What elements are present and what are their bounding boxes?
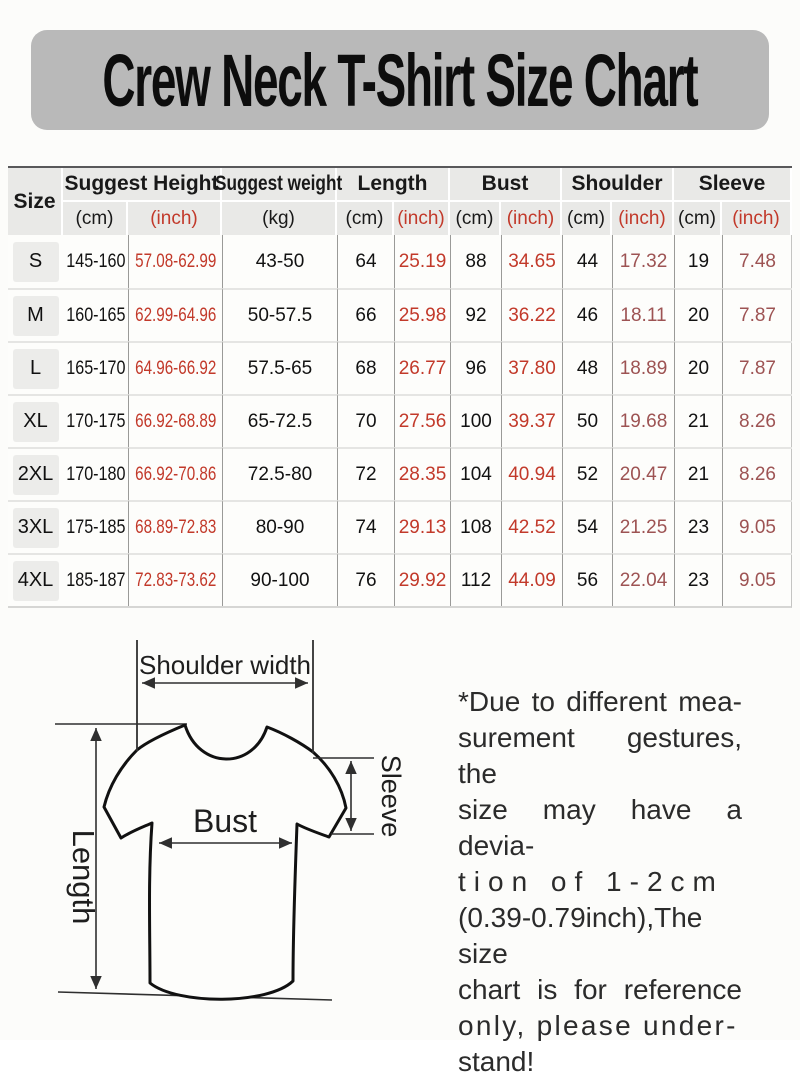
tshirt-outline [104, 725, 346, 999]
table-cell-value: 21.25 [619, 516, 668, 538]
table-cell-value: 50-57.5 [247, 304, 313, 326]
table-cell-value: 72 [355, 463, 377, 485]
disclaimer-line: (0.39-0.79inch),The size [458, 902, 703, 969]
table-cell [562, 447, 612, 500]
size-cell [8, 447, 63, 500]
table-cell-value: 27.56 [398, 410, 447, 432]
table-cell [674, 288, 722, 341]
table-cell [674, 235, 722, 288]
disclaimer-line: *Due to different mea- [458, 686, 742, 717]
table-cell [722, 235, 792, 288]
table-cell [394, 341, 450, 394]
table-cell-value: 21 [687, 410, 710, 432]
table-cell-value: 62.99-64.96 [134, 304, 217, 326]
table-cell-value: 88 [465, 250, 487, 272]
table-cell-value: 9.05 [739, 516, 776, 538]
table-cell [562, 553, 612, 606]
table-cell [394, 394, 450, 447]
table-cell-value: 25.19 [398, 250, 447, 272]
table-cell [128, 341, 222, 394]
unit-header-bust-cm: (cm) [450, 202, 501, 235]
table-cell [63, 394, 128, 447]
table-cell-value: 145-160 [65, 250, 126, 272]
table-cell [562, 341, 612, 394]
table-cell-value: 19.68 [619, 410, 668, 432]
table-cell-value: 23 [687, 569, 710, 591]
table-cell-value: 68.89-72.83 [134, 516, 217, 538]
table-cell-value: 66.92-68.89 [134, 410, 217, 432]
table-cell [394, 553, 450, 606]
table-cell [612, 288, 674, 341]
table-cell-value: 70 [355, 410, 377, 432]
table-cell [63, 235, 128, 288]
table-cell-value: 65-72.5 [247, 410, 313, 432]
table-cell-value: 92 [465, 304, 487, 326]
suggest-weight-label: Suggest weight [214, 172, 343, 195]
table-cell-value: 19 [687, 250, 710, 272]
table-cell [722, 394, 792, 447]
column-header-suggest-weight [214, 168, 343, 202]
table-cell-value: 185-187 [65, 569, 126, 591]
table-cell [501, 235, 562, 288]
table-cell-value: 18.11 [620, 304, 667, 326]
table-cell [222, 288, 337, 341]
table-cell [722, 500, 792, 553]
table-cell-value: 56 [576, 569, 599, 591]
table-cell [222, 553, 337, 606]
table-cell-value: 57.5-65 [247, 357, 313, 379]
disclaimer-line: size may have a devia- [458, 794, 742, 861]
table-cell-value: 90-100 [250, 569, 310, 591]
unit-header-height-cm: (cm) [63, 202, 128, 235]
table-cell-value: 112 [460, 569, 492, 591]
unit-header-length-cm: (cm) [337, 202, 394, 235]
table-cell-value: 74 [355, 516, 377, 538]
table-cell [562, 500, 612, 553]
table-cell [128, 553, 222, 606]
table-cell-value: 29.13 [398, 516, 447, 538]
unit-header-height-inch: (inch) [128, 202, 222, 235]
table-cell [337, 341, 394, 394]
table-cell [450, 288, 501, 341]
table-cell [337, 288, 394, 341]
table-cell-value: 28.35 [398, 463, 447, 485]
table-cell [450, 341, 501, 394]
table-cell [501, 341, 562, 394]
table-cell [612, 447, 674, 500]
table-cell-value: 8.26 [739, 463, 776, 485]
unit-header-weight-kg: (kg) [222, 202, 337, 235]
table-cell [562, 288, 612, 341]
column-header-size: Size [8, 168, 63, 235]
size-table-body [8, 235, 792, 608]
size-chip: 3XL [13, 508, 59, 548]
size-chip: S [13, 242, 59, 282]
table-cell-value: 29.92 [398, 569, 447, 591]
table-cell-value: 7.87 [739, 357, 776, 379]
table-cell [450, 553, 501, 606]
column-header-shoulder: Shoulder [562, 168, 674, 202]
table-cell-value: 100 [460, 410, 492, 432]
table-cell-value: 165-170 [65, 357, 126, 379]
disclaimer-text [458, 684, 742, 1080]
size-chip: L [13, 349, 59, 389]
unit-header-shoulder-cm: (cm) [562, 202, 612, 235]
table-cell [128, 394, 222, 447]
size-cell [8, 288, 63, 341]
table-cell-value: 34.65 [508, 250, 556, 272]
table-cell-value: 76 [355, 569, 377, 591]
disclaimer-line: chart is for reference [458, 974, 742, 1005]
unit-header-sleeve-cm: (cm) [674, 202, 722, 235]
disclaimer-line: only, please under- [458, 1010, 738, 1041]
table-cell-value: 20.47 [619, 463, 668, 485]
table-cell-value: 7.87 [739, 304, 776, 326]
table-cell [450, 394, 501, 447]
table-cell-value: 54 [576, 516, 599, 538]
table-cell-value: 37.80 [508, 357, 556, 379]
table-cell-value: 52 [576, 463, 599, 485]
size-chip: XL [13, 402, 59, 442]
diagram-label-bust: Bust [192, 803, 258, 839]
table-cell-value: 21 [687, 463, 710, 485]
table-cell [450, 500, 501, 553]
table-cell [450, 447, 501, 500]
table-cell [128, 447, 222, 500]
table-cell [63, 341, 128, 394]
disclaimer-line: tion of 1-2cm [458, 866, 724, 897]
table-cell-value: 175-185 [65, 516, 126, 538]
table-cell [722, 553, 792, 606]
table-cell-value: 22.04 [619, 569, 668, 591]
table-cell [562, 235, 612, 288]
table-cell-value: 36.22 [508, 304, 556, 326]
column-header-length: Length [337, 168, 450, 202]
table-cell [612, 500, 674, 553]
table-cell-value: 17.32 [619, 250, 668, 272]
unit-header-shoulder-inch: (inch) [612, 202, 674, 235]
table-cell [128, 235, 222, 288]
table-cell [337, 447, 394, 500]
table-cell [337, 500, 394, 553]
disclaimer-line: surement gestures, the [458, 722, 742, 789]
diagram-label-length: Length [66, 829, 101, 925]
table-cell [501, 553, 562, 606]
unit-header-length-inch: (inch) [394, 202, 450, 235]
table-cell [63, 288, 128, 341]
table-cell [128, 500, 222, 553]
table-cell [222, 341, 337, 394]
size-cell [8, 553, 63, 606]
table-cell-value: 44 [576, 250, 599, 272]
page-title: Crew Neck T-Shirt Size Chart [102, 38, 698, 122]
table-cell-value: 68 [355, 357, 377, 379]
size-cell [8, 341, 63, 394]
size-table-header [8, 166, 792, 235]
table-cell-value: 39.37 [508, 410, 556, 432]
table-cell [128, 288, 222, 341]
table-cell [501, 288, 562, 341]
unit-header-bust-inch: (inch) [501, 202, 562, 235]
table-cell-value: 170-175 [65, 410, 126, 432]
table-cell-value: 20 [687, 304, 710, 326]
table-cell [222, 394, 337, 447]
table-cell [674, 394, 722, 447]
table-cell [674, 553, 722, 606]
table-cell [337, 553, 394, 606]
table-cell [722, 288, 792, 341]
table-cell-value: 50 [576, 410, 599, 432]
table-cell [63, 447, 128, 500]
table-cell-value: 9.05 [739, 569, 776, 591]
table-cell [674, 500, 722, 553]
table-cell [394, 288, 450, 341]
table-cell [337, 235, 394, 288]
table-cell [63, 553, 128, 606]
table-cell-value: 80-90 [255, 516, 305, 538]
unit-header-sleeve-inch: (inch) [722, 202, 792, 235]
size-cell [8, 500, 63, 553]
table-cell [501, 447, 562, 500]
table-cell-value: 25.98 [398, 304, 447, 326]
column-header-sleeve: Sleeve [674, 168, 792, 202]
table-cell-value: 64.96-66.92 [134, 357, 217, 379]
table-cell [394, 447, 450, 500]
table-cell-value: 44.09 [508, 569, 556, 591]
table-cell-value: 7.48 [739, 250, 776, 272]
size-chip: M [13, 296, 59, 336]
table-cell-value: 20 [687, 357, 710, 379]
table-cell [674, 447, 722, 500]
table-cell [674, 341, 722, 394]
table-cell [722, 341, 792, 394]
table-cell-value: 72.5-80 [247, 463, 313, 485]
column-header-bust: Bust [450, 168, 562, 202]
tshirt-diagram [0, 620, 460, 1040]
column-header-suggest-height: Suggest Height [63, 168, 222, 202]
table-cell-value: 170-180 [65, 463, 126, 485]
table-cell-value: 108 [460, 516, 492, 538]
table-cell-value: 26.77 [398, 357, 447, 379]
table-cell [222, 447, 337, 500]
table-cell-value: 42.52 [508, 516, 556, 538]
table-cell-value: 43-50 [255, 250, 305, 272]
table-cell-value: 23 [687, 516, 710, 538]
table-cell [722, 447, 792, 500]
table-cell [612, 235, 674, 288]
table-cell-value: 66 [355, 304, 377, 326]
size-cell [8, 394, 63, 447]
disclaimer-line: stand! [458, 1046, 535, 1077]
size-chip: 4XL [13, 561, 59, 601]
table-cell [394, 235, 450, 288]
size-cell [8, 235, 63, 288]
table-cell-value: 160-165 [65, 304, 126, 326]
title-banner [31, 30, 769, 130]
table-cell [222, 235, 337, 288]
table-cell [501, 500, 562, 553]
table-cell-value: 64 [355, 250, 377, 272]
diagram-label-sleeve: Sleeve [376, 754, 406, 838]
table-cell-value: 8.26 [739, 410, 776, 432]
table-cell-value: 72.83-73.62 [134, 569, 217, 591]
table-cell [612, 553, 674, 606]
table-cell [63, 500, 128, 553]
table-cell [394, 500, 450, 553]
diagram-label-shoulder-width: Shoulder width [139, 650, 311, 680]
table-cell-value: 57.08-62.99 [134, 250, 217, 272]
table-cell-value: 48 [576, 357, 599, 379]
table-cell-value: 40.94 [508, 463, 556, 485]
size-chip: 2XL [13, 455, 59, 495]
table-cell [501, 394, 562, 447]
table-cell [450, 235, 501, 288]
table-cell [562, 394, 612, 447]
table-cell [222, 500, 337, 553]
table-cell-value: 104 [460, 463, 492, 485]
table-cell-value: 18.89 [619, 357, 668, 379]
table-cell [337, 394, 394, 447]
table-cell [612, 341, 674, 394]
table-cell-value: 96 [465, 357, 487, 379]
size-table [8, 166, 792, 608]
table-cell-value: 46 [576, 304, 599, 326]
table-cell [612, 394, 674, 447]
table-cell-value: 66.92-70.86 [134, 463, 217, 485]
